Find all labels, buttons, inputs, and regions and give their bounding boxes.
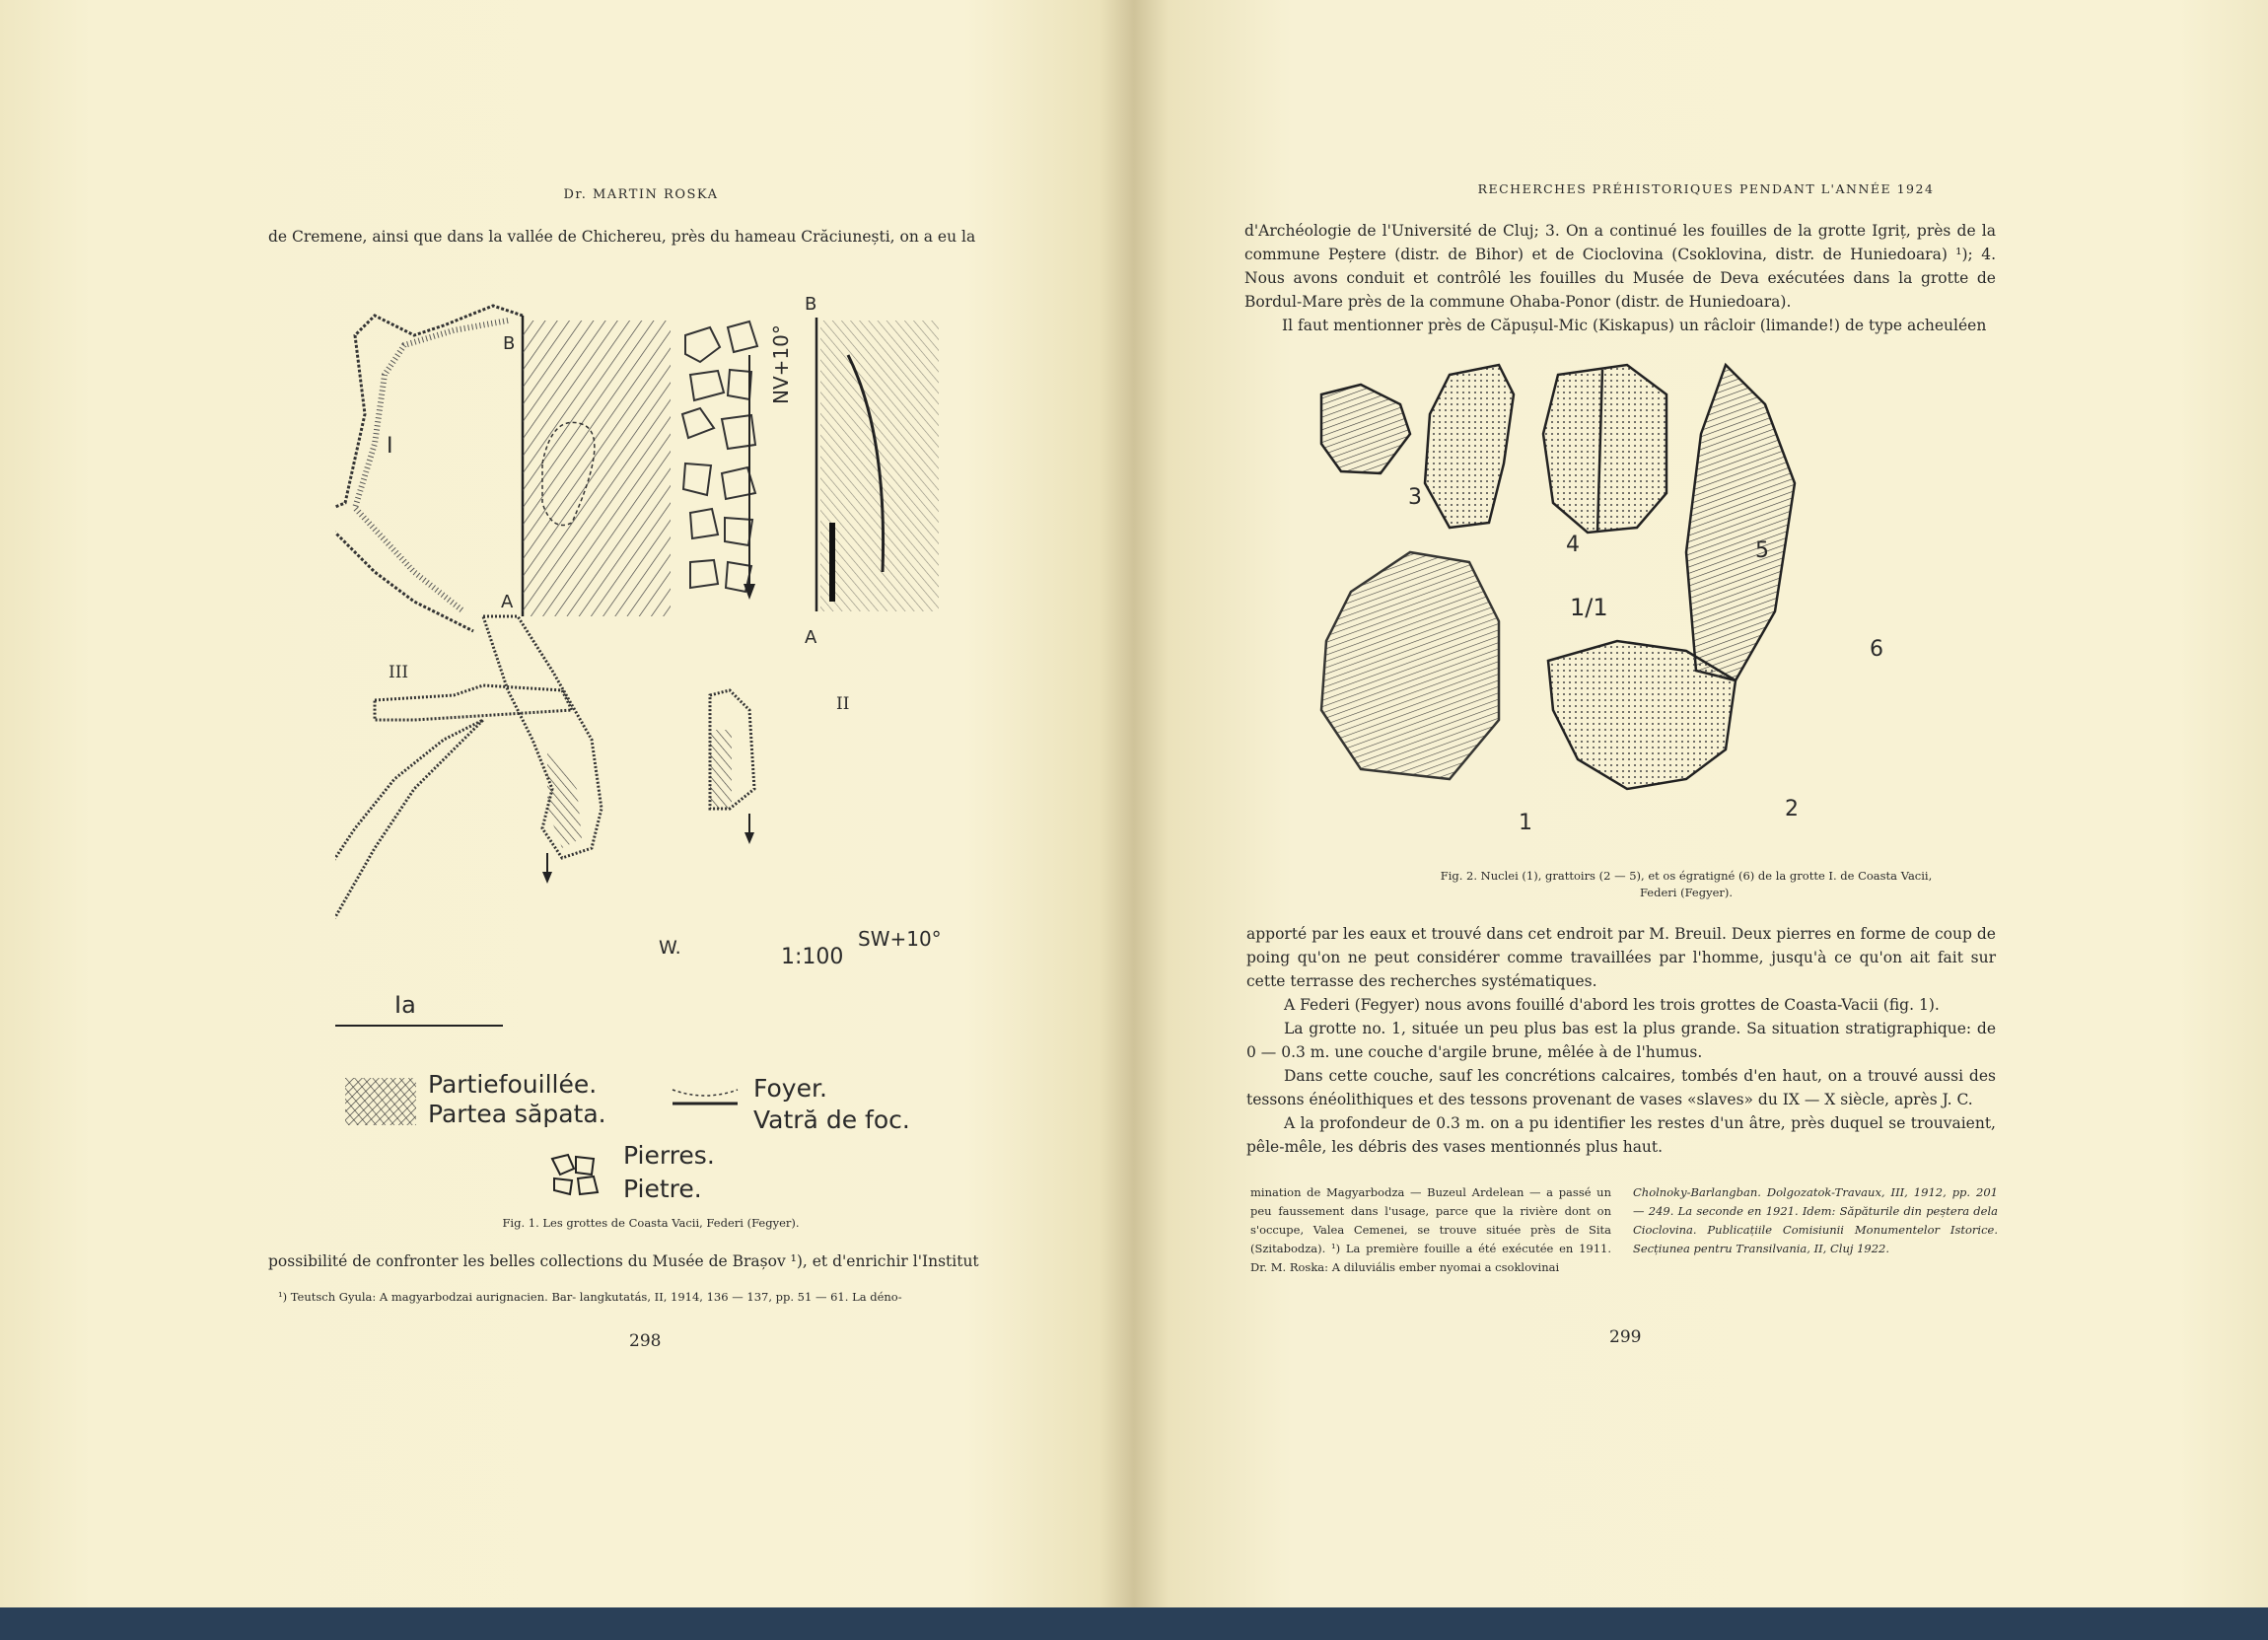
right-paragraph: A Federi (Fegyer) nous avons fouillé d'abord les trois grottes de Coasta-Vacii (fig. 1). (1284, 996, 1940, 1014)
nv-direction-label: NV+10° (769, 324, 793, 404)
tool-number-5: 5 (1755, 538, 1769, 563)
legend-stones-fr: Pierres. (623, 1141, 715, 1170)
right-footnote-col1: mination de Magyarbodza — Buzeul Ardelean — a passé un peu faussement dans l'usage, parce que la rivière dont on s'occupe, Valea Cemenei, se trouve située près de Sita (Szitabodza). ¹) La première fouille a été exécutée en 1911. Dr. M. Roska: A diluviális ember nyomai a csoklovinai (1250, 1185, 1611, 1274)
cave-label-I: I (387, 434, 393, 459)
dug-area-swatch (345, 1078, 416, 1125)
left-running-header: Dr. MARTIN ROSKA (563, 187, 719, 202)
legend-hearth-ro: Vatră de foc. (753, 1105, 910, 1134)
figure-2-caption (1302, 868, 2071, 901)
right-page-number: 299 (1609, 1327, 1642, 1347)
legend-dug-fr: Partiefouillée. (428, 1070, 598, 1099)
section-label-B1: B (503, 333, 516, 354)
left-page-number: 298 (629, 1331, 662, 1351)
left-page (0, 0, 1134, 1607)
tool-5 (1543, 365, 1666, 533)
tool-number-1: 1 (1519, 811, 1532, 835)
left-bottom-text: possibilité de confronter les belles collections du Musée de Brașov ¹), et d'enrichir l'Institut (268, 1252, 979, 1270)
hearth-swatch (671, 1084, 740, 1109)
figure-legend (335, 1070, 966, 1208)
stone-tools-figure (1302, 355, 2071, 848)
figure-2-caption-line: Federi (Fegyer). (1639, 886, 1734, 899)
section-label-A2: A (805, 627, 817, 648)
tool-6 (1686, 365, 1795, 680)
figure-scale: 1/1 (1570, 594, 1608, 621)
right-paragraph: Il faut mentionner près de Căpușul-Mic (Kiskapus) un râcloir (limande!) de type acheuléen (1282, 317, 1987, 334)
right-paragraph: La grotte no. 1, située un peu plus bas est la plus grande. Sa situation stratigraphique: de 0 — 0.3 m. une couche d'argile brune, mêlée à de l'humus. (1246, 1020, 1996, 1061)
tool-number-3: 3 (1408, 485, 1422, 510)
tool-number-2: 2 (1785, 797, 1799, 821)
right-top-text (1244, 219, 1996, 337)
right-paragraph: A la profondeur de 0.3 m. on a pu identifier les restes d'un âtre, près duquel se trouvaient, pêle-mêle, les débris des vases mentionnés plus haut. (1246, 1114, 1996, 1156)
scale-label: 1:100 (781, 945, 844, 969)
section-label-B2: B (805, 294, 817, 315)
tool-4 (1425, 365, 1514, 528)
cave-label-III: III (389, 663, 409, 682)
tool-2 (1548, 641, 1736, 789)
right-paragraph: Dans cette couche, sauf les concrétions calcaires, tombés d'en haut, on a trouvé aussi des tessons énéolithiques et des tessons provenant de vases «slaves» du IX — X siècle, après J. C. (1246, 1067, 1996, 1108)
legend-dug-ro: Partea săpata. (428, 1100, 606, 1128)
stones-swatch (548, 1153, 603, 1198)
tool-number-4: 4 (1566, 533, 1580, 557)
figure-2-caption-line: Fig. 2. Nuclei (1), grattoirs (2 — 5), et os égratigné (6) de la grotte I. de Coasta Vacii, (1440, 869, 1933, 883)
right-running-header: RECHERCHES PRÉHISTORIQUES PENDANT L'ANNÉE 1924 (1477, 181, 1935, 196)
cave-label-II: II (836, 694, 850, 714)
west-label: W. (659, 937, 681, 959)
sw-direction-label: SW+10° (858, 927, 942, 951)
right-paragraph: d'Archéologie de l'Université de Cluj; 3. On a continué les fouilles de la grotte Igriț, près de la commune Peștere (distr. de Bihor) et de Cioclovina (Csoklovina, distr. de Huniedoara) ¹); 4. Nous avons conduit et contrôlé les fouilles du Musée de Deva exécutées dans la grotte de Bordul-Mare près de la commune Ohaba-Ponor (distr. de Huniedoara). (1244, 222, 1996, 311)
right-paragraph: apporté par les eaux et trouvé dans cet endroit par M. Breuil. Deux pierres en forme de coup de poing qu'on ne peut considérer comme travaillées par l'homme, jusqu'à ce qu'on ait fait sur cette terrasse des recherches systématiques. (1246, 925, 1996, 990)
legend-hearth-fr: Foyer. (753, 1074, 827, 1103)
stones-area (682, 321, 757, 592)
left-top-text: de Cremene, ainsi que dans la vallée de Chichereu, près du hameau Crăciunești, on a eu la (268, 228, 976, 246)
right-footnote-col2: Cholnoky-Barlangban. Dolgozatok-Travaux, III, 1912, pp. 201 — 249. La seconde en 1921. Idem: Săpăturile din peștera dela Cioclovina. Publicațiile Comisiunii Monumentelor Istorice. Secțiunea pentru Transilvania, II, Cluj 1922. (1633, 1185, 1998, 1255)
legend-stones-ro: Pietre. (623, 1175, 702, 1203)
tool-1 (1321, 552, 1499, 779)
right-bottom-text (1246, 922, 1996, 1159)
cave-label-Ia: Ia (394, 991, 416, 1019)
right-page (1134, 0, 2268, 1607)
tool-number-6: 6 (1870, 637, 1883, 662)
left-footnote: ¹) Teutsch Gyula: A magyarbodzai aurignacien. Bar- langkutatás, II, 1914, 136 — 137, pp. 51 — 61. La déno- (278, 1290, 902, 1304)
tool-3 (1321, 385, 1410, 473)
section-label-A1: A (501, 592, 514, 612)
figure-1-caption: Fig. 1. Les grottes de Coasta Vacii, Federi (Fegyer). (502, 1216, 800, 1230)
